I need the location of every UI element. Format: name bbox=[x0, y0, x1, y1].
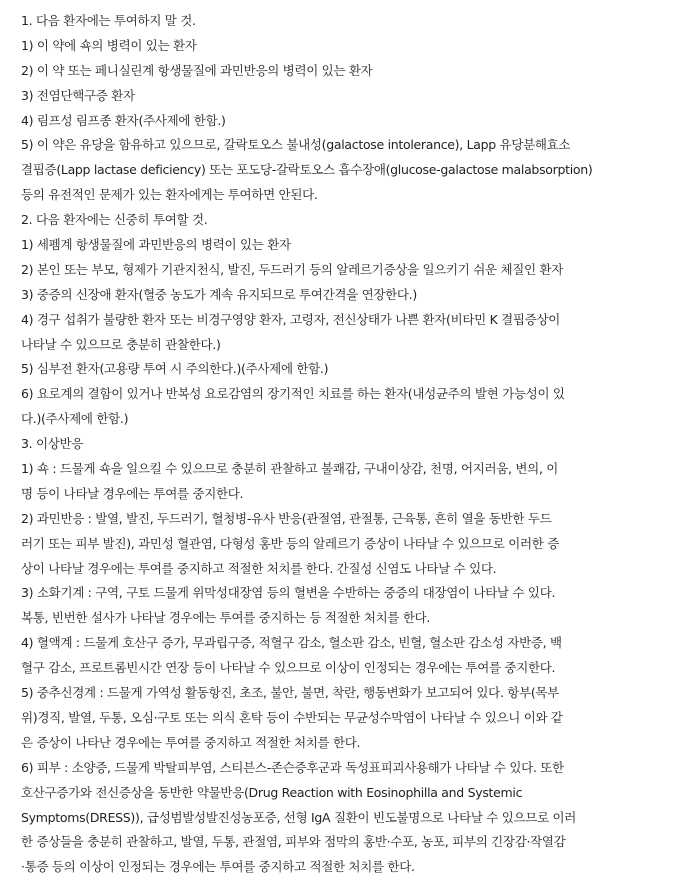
text-line: 러기 또는 피부 발진), 과민성 혈관염, 다형성 홍반 등의 알레르기 증상이 나타날 수 있으므로 이러한 증 bbox=[21, 535, 560, 551]
text-line: 3) 중증의 신장애 환자(혈중 농도가 계속 유지되므로 투여간격을 연장한다.) bbox=[21, 286, 417, 302]
text-line: 은 증상이 나타난 경우에는 투여를 중지하고 적절한 처치를 한다. bbox=[21, 734, 361, 750]
text-line: 3) 전염단핵구증 환자 bbox=[21, 87, 135, 103]
text-line: Symptoms(DRESS)), 급성범발성발진성농포증, 선형 IgA 질환이 빈도불명으로 나타날 수 있으므로 이러 bbox=[21, 809, 577, 825]
text-line: 나타날 수 있으므로 충분히 관찰한다.) bbox=[21, 336, 221, 352]
text-line: 2) 과민반응 : 발열, 발진, 두드러기, 혈청병-유사 반응(관절염, 관절통, 근육통, 흔히 열을 동반한 두드 bbox=[21, 510, 552, 526]
text-line: 2) 본인 또는 부모, 형제가 기관지천식, 발진, 두드러기 등의 알레르기증상을 일으키기 쉬운 체질인 환자 bbox=[21, 261, 564, 277]
text-line: 6) 피부 : 소양증, 드물게 박탈피부염, 스티븐스-존슨증후군과 독성표피괴사용해가 나타날 수 있다. 또한 bbox=[21, 759, 564, 775]
section-heading-precautions: 2. 다음 환자에는 신중히 투여할 것. bbox=[21, 212, 208, 228]
text-line: 등의 유전적인 문제가 있는 환자에게는 투여하면 안된다. bbox=[21, 187, 318, 203]
section-heading-contraindications: 1. 다음 환자에는 투여하지 말 것. bbox=[21, 13, 196, 28]
section-heading-adverse-reactions: 3. 이상반응 bbox=[21, 436, 84, 452]
text-line: 1) 쇽 : 드물게 쇽을 일으킬 수 있으므로 충분히 관찰하고 불쾌감, 구내이상감, 천명, 어지러움, 변의, 이 bbox=[21, 461, 559, 477]
text-line: 5) 중추신경계 : 드물게 가역성 활동항진, 초조, 불안, 불면, 착란, 행동변화가 보고되어 있다. 항부(목부 bbox=[21, 685, 559, 701]
text-line: 1) 세펨계 항생물질에 과민반응의 병력이 있는 환자 bbox=[21, 237, 291, 253]
text-line: 상이 나타날 경우에는 투여를 중지하고 적절한 처치를 한다. 간질성 신염도 나타날 수 있다. bbox=[21, 560, 497, 576]
text-line: 한 증상들을 충분히 관찰하고, 발열, 두통, 관절염, 피부와 점막의 홍반·수포, 농포, 피부의 긴장감·작열감 bbox=[21, 834, 566, 850]
text-line: ·통증 등의 이상이 인정되는 경우에는 투여를 중지하고 적절한 처치를 한다. bbox=[21, 859, 415, 875]
text-line: 혈구 감소, 프로트롬빈시간 연장 등이 나타날 수 있으므로 이상이 인정되는 경우에는 투여를 중지한다. bbox=[21, 660, 556, 676]
text-line: 1) 이 약에 쇽의 병력이 있는 환자 bbox=[21, 37, 197, 53]
text-line: 4) 혈액계 : 드물게 호산구 증가, 무과립구증, 적혈구 감소, 혈소판 감소, 빈혈, 혈소판 감소성 자반증, 백 bbox=[21, 635, 562, 651]
text-line: 다.)(주사제에 한함.) bbox=[21, 411, 129, 427]
text-line: 4) 경구 섭취가 불량한 환자 또는 비경구영양 환자, 고령자, 전신상태가 나쁜 환자(비타민 K 결핍증상이 bbox=[21, 311, 561, 327]
text-line: 결핍증(Lapp lactase deficiency) 또는 포도당-갈락토오스 흡수장애(glucose-galactose malabsorption) bbox=[21, 162, 593, 178]
text-line: 복통, 빈번한 설사가 나타날 경우에는 투여를 중지하는 등 적절한 처치를 한다. bbox=[21, 610, 431, 626]
text-line: 3) 소화기계 : 구역, 구토 드물게 위막성대장염 등의 혈변을 수반하는 중증의 대장염이 나타날 수 있다. bbox=[21, 585, 556, 601]
text-line: 호산구증가와 전신증상을 동반한 약물반응(Drug Reaction with Eosinophilla and Systemic bbox=[21, 784, 523, 800]
text-line: 6) 요로계의 결함이 있거나 반복성 요로감염의 장기적인 치료를 하는 환자(내성균주의 발현 가능성이 있 bbox=[21, 386, 565, 402]
text-line: 명 등이 나타날 경우에는 투여를 중지한다. bbox=[21, 485, 244, 501]
text-line: 4) 림프성 림프종 환자(주사제에 한함.) bbox=[21, 112, 226, 128]
text-line: 5) 심부전 환자(고용량 투여 시 주의한다.)(주사제에 한함.) bbox=[21, 361, 329, 377]
text-line: 5) 이 약은 유당을 함유하고 있으므로, 갈락토오스 불내성(galactose intolerance), Lapp 유당분해효소 bbox=[21, 137, 571, 153]
text-line: 위)경직, 발열, 두통, 오심·구토 또는 의식 혼탁 등이 수반되는 무균성수막염이 나타날 수 있으니 이와 같 bbox=[21, 709, 563, 725]
document-body bbox=[21, 9, 685, 880]
text-line: 2) 이 약 또는 페니실린계 항생물질에 과민반응의 병력이 있는 환자 bbox=[21, 62, 373, 78]
